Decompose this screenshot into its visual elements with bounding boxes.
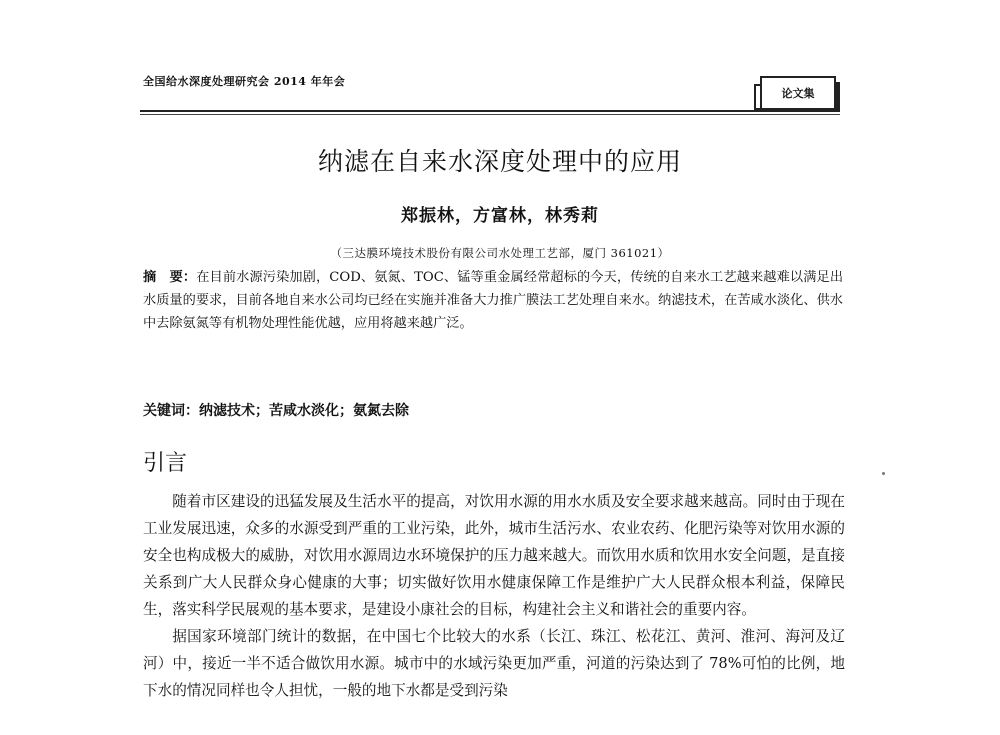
collection-label-box (760, 76, 836, 110)
article-affiliation: （三达膜环境技术股份有限公司水处理工艺部，厦门 361021） (330, 246, 670, 260)
abstract-text: 在目前水源污染加剧，COD、氨氮、TOC、锰等重金属经常超标的今天，传统的自来水工艺越来越难以满足出水质量的要求，目前各地自来水公司均已经在实施并准备大力推广膜法工艺处理自来水。纳滤技术，在苦咸水淡化、供水中去除氨氮等有机物处理性能优越，应用将越来越广泛。 (143, 270, 844, 331)
scan-speck (882, 472, 885, 475)
header-rule-thin (140, 114, 840, 115)
running-header: 全国给水深度处理研究会 2014 年年会 (143, 75, 346, 88)
keywords (143, 400, 843, 420)
article-title: 纳滤在自来水深度处理中的应用 (317, 147, 682, 176)
section-heading-introduction: 引言 (143, 451, 188, 476)
introduction-body (143, 488, 845, 704)
abstract-label: 摘 要： (143, 270, 197, 285)
keywords-label: 关键词： (143, 403, 199, 419)
abstract (143, 266, 843, 335)
body-paragraph: 随着市区建设的迅猛发展及生活水平的提高，对饮用水源的用水水质及安全要求越来越高。同时由于现在工业发展迅速，众多的水源受到严重的工业污染，此外，城市生活污水、农业农药、化肥污染等对饮用水源的安全也构成极大的威胁，对饮用水源周边水环境保护的压力越来越大。而饮用水质和饮用水安全问题，是直接关系到广大人民群众身心健康的大事；切实做好饮用水健康保障工作是维护广大人民群众根本利益，保障民生，落实科学民展观的基本要求，是建设小康社会的目标，构建社会主义和谐社会的重要内容。 (143, 493, 845, 618)
header-rule (140, 110, 840, 112)
keywords-text: 纳滤技术；苦咸水淡化；氨氮去除 (199, 403, 409, 419)
article-authors: 郑振林，方富林，林秀莉 (401, 206, 599, 226)
collection-label: 论文集 (781, 87, 815, 100)
body-paragraph: 据国家环境部门统计的数据，在中国七个比较大的水系（长江、珠江、松花江、黄河、淮河、海河及辽河）中，接近一半不适合做饮用水源。城市中的水域污染更加严重，河道的污染达到了 78%可怕的比例，地下水的情况同样也令人担忧，一般的地下水都是受到污染 (143, 628, 845, 699)
